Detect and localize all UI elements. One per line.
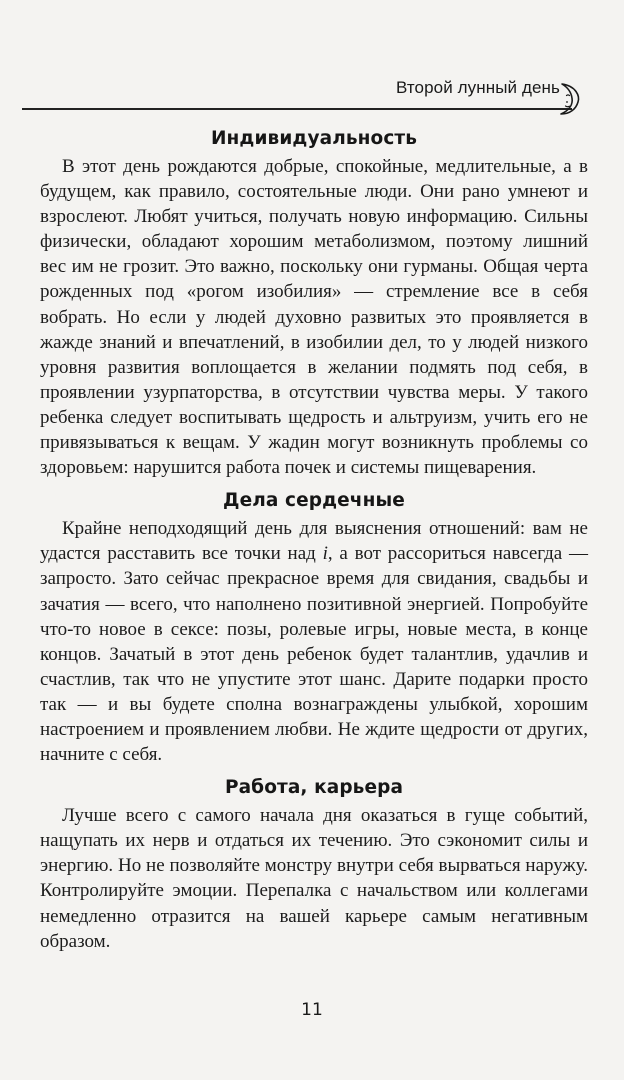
section-text-heart-affairs	[40, 516, 588, 767]
italic-letter-i: i	[322, 543, 328, 565]
crescent-moon-face-icon	[556, 82, 582, 116]
page-content	[40, 124, 588, 954]
text-after-italic: , а вот рассориться навсегда — запросто. Зато сейчас прекрасное время для свидания, свадьбы и зачатия — всего, что наполнено позитивной энергией. Попробуйте что-то новое в сексе: позы, ролевые игры, новые места, в конце концов. Зачатый в этот день ребенок будет талантлив, удачлив и счастлив, так что не упустите этот шанс. Дарите подарки просто так — и вы будете сполна вознаграждены улыбкой, хорошим настроением и проявлением любви. Не ждите щедрости от других, начните с себя.	[40, 543, 588, 766]
running-header-title: Второй лунный день	[395, 78, 560, 97]
header-rule	[22, 108, 572, 110]
page-number: 11	[301, 1000, 323, 1020]
section-heading-work-career: Работа, карьера	[224, 777, 404, 799]
section-text-work-career: Лучше всего с самого начала дня оказаться в гуще событий, нащупать их нерв и отдаться их течению. Это сэкономит силы и энергию. Но не позволяйте монстру внутри себя вырваться наружу. Контролируйте эмоции. Перепалка с начальством или коллегами немедленно отразится на вашей карьере самым негативным образом.	[40, 805, 588, 952]
text-before-italic: Крайне неподходящий день для выяснения отношений: вам не удастся расставить все точки над	[40, 518, 588, 565]
section-heading-heart-affairs: Дела сердечные	[223, 490, 405, 512]
section-text-individuality: В этот день рождаются добрые, спокойные, медлительные, а в будущем, как правило, состоятельные люди. Они рано умнеют и взрослеют. Любят учиться, получать новую информацию. Сильны физически, обладают хорошим метаболизмом, поэтому лишний вес им не грозит. Это важно, поскольку они гурманы. Общая черта рожденных под «рогом изобилия» — стремление все в себя вобрать. Но если у людей духовно развитых это проявляется в жажде знаний и впечатлений, в изобилии дел, то у людей низкого уровня развития воплощается в желании подмять под себя, в проявлении узурпаторства, в отсутствии чувства меры. У такого ребенка следует воспитывать щедрость и альтруизм, учить его не привязываться к вещам. У жадин могут возникнуть проблемы со здоровьем: нарушится работа почек и системы пищеварения.	[40, 156, 588, 479]
section-heading-individuality: Индивидуальность	[210, 128, 418, 149]
running-header	[22, 76, 566, 110]
